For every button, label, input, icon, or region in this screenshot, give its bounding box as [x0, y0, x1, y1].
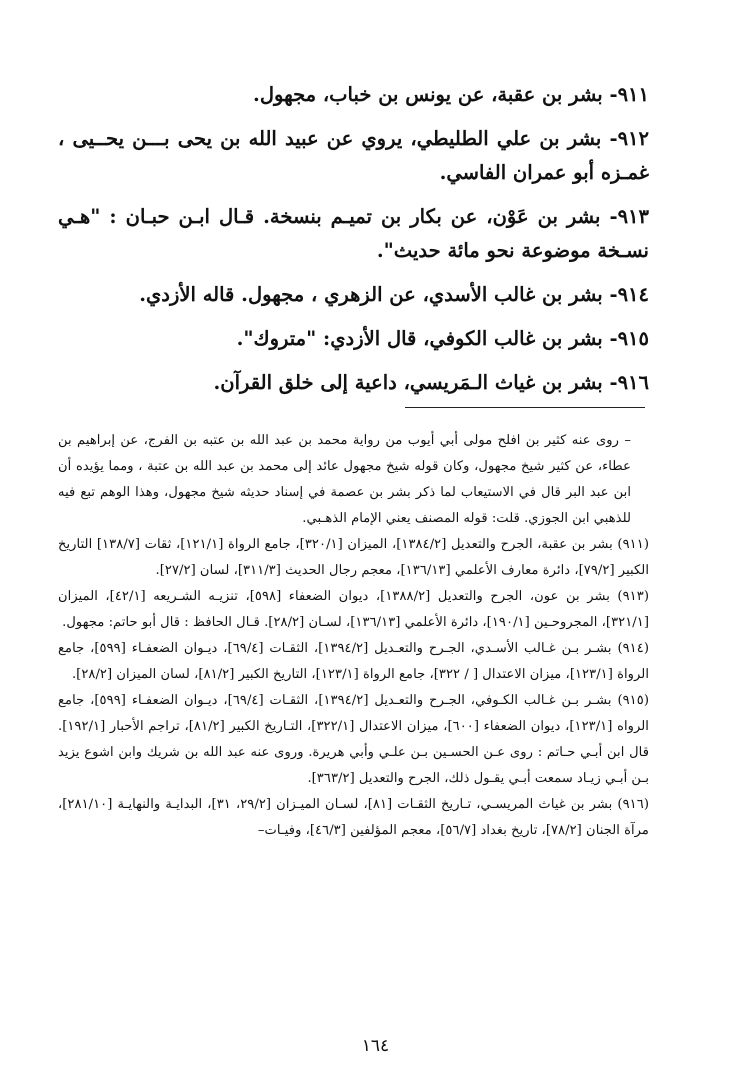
- entry-916: [58, 366, 649, 400]
- entry-913: [58, 200, 649, 268]
- entry-914: [58, 278, 649, 312]
- entry-text: بشر بن عقبة، عن يونس بن خباب، مجهول.: [253, 83, 603, 106]
- page-number: ١٦٤: [361, 1036, 390, 1056]
- entry-text: بشر بن غياث الـمَريسي، داعية إلى خلق القرآن.: [213, 371, 603, 394]
- entry-number: ٩١١-: [609, 83, 649, 106]
- entries-list: [58, 78, 649, 410]
- footnote-915: (٩١٥) بشـر بـن غـالب الكـوفي، الجـرح والتعـديل [١٣٩٤/٢]، الثقـات [٦٩/٤]، ديـوان الضعفـاء [٥٩٩]، جامع الرواه [١٢٣/١]، ديوان الضعفاء [٦٠٠]، ميزان الاعتدال [٣٢٢/١]، التـاريخ الكبير [٨١/٢]، تراجم الأحبار [١٩٢/١]. قال ابن أبـي حـاتم : روى عـن الحسـين بـن علـي وأبي هريرة. وروى عنه عبد الله بن شريك وابن اشوع يزيد بـن أبـي زيـاد سمعت أبـي يقـول ذلك، الجرح والتعديل [٣٦٣/٢].: [58, 693, 649, 786]
- entry-text: بشر بن علي الطليطي، يروي عن عبيد الله بن يحى بـــن يحــيى ، غمـزه أبو عمران الفاسي.: [58, 127, 649, 184]
- entry-number: ٩١٥-: [609, 327, 649, 350]
- entry-text: بشر بن عَوْن، عن بكار بن تميـم بنسخة. قـال ابـن حبـان : "هـي نسـخة موضوعة نحو مائة حديث".: [58, 205, 649, 262]
- footnote-916: (٩١٦) بشر بن غياث المريسـي، تـاريخ الثقـات [٨١]، لسـان الميـزان [٢٩/٢، ٣١]، البدايـة والنهايـة [٢٨١/١٠]، مرآة الجنان [٧٨/٢]، تاريخ بغداد [٥٦/٧]، معجم المؤلفين [٤٦/٣]، وفيـات–: [58, 797, 649, 838]
- footnotes: [58, 428, 649, 844]
- footnote-913: (٩١٣) بشر بن عون، الجرح والتعديل [١٣٨٨/٢]، ديوان الضعفاء [٥٩٨]، تنزيـه الشـريعه [٤٢/١]، الميزان [٣٢١/١]، المجروحـين [١٩٠/١]، دائرة الأعلمي [١٣٦/١٣]، لسـان [٢٨/٢]. قـال الحافظ : قال أبو حاتم: مجهول.: [58, 589, 649, 630]
- entry-text: بشر بن غالب الكوفي، قال الأزدي: "متروك".: [236, 327, 603, 350]
- footnote-separator: [405, 407, 645, 408]
- entry-number: ٩١٣-: [609, 205, 649, 228]
- entry-number: ٩١٦-: [609, 371, 649, 394]
- entry-915: [58, 322, 649, 356]
- entry-number: ٩١٢-: [609, 127, 649, 150]
- footnote-continuation: – روى عنه كثير بن افلح مولى أبي أيوب من رواية محمد بن عبد الله بن عتبه بن الفرج، عن إبراهيم بن عطاء، عن كثير شيخ مجهول، وكان قوله شيخ مجهول عائد إلى محمد بن عبد الله بن عتبة ، ومما يؤيده أن ابن عبد البر قال في الاستيعاب لما ذكر بشر بن عصمة في إسناد حديثه شيخ مجهول، وهذا الوهم تبع فيه للذهبي ابن الجوزي. قلت: قوله المصنف يعني الإمام الذهـبي.: [58, 433, 631, 526]
- entry-911: [58, 78, 649, 112]
- footnote-914: (٩١٤) بشـر بـن غـالب الأسـدي، الجـرح والتعـديل [١٣٩٤/٢]، الثقـات [٦٩/٤]، ديـوان الضعفـاء [٥٩٩]، جامع الرواة [١٢٣/١]، ميزان الاعتدال [ / ٣٢٢]، جامع الرواة [١٢٣/١]، التاريخ الكبير [٨١/٢]، لسان الميزان [٢٨/٢].: [58, 641, 649, 682]
- entry-text: بشر بن غالب الأسدي، عن الزهري ، مجهول. قاله الأزدي.: [139, 283, 603, 306]
- entry-number: ٩١٤-: [609, 283, 649, 306]
- entry-912: [58, 122, 649, 190]
- footnote-911: (٩١١) بشر بن عقبة، الجرح والتعديل [١٣٨٤/٢]، الميزان [٣٢٠/١]، جامع الرواة [١٢١/١]، ثقات [١٣٨/٧] التاريخ الكبير [٧٩/٢]، دائرة معارف الأعلمي [١٣٦/١٣]، معجم رجال الحديث [٣١١/٣]، لسان [٢٧/٢].: [58, 537, 649, 578]
